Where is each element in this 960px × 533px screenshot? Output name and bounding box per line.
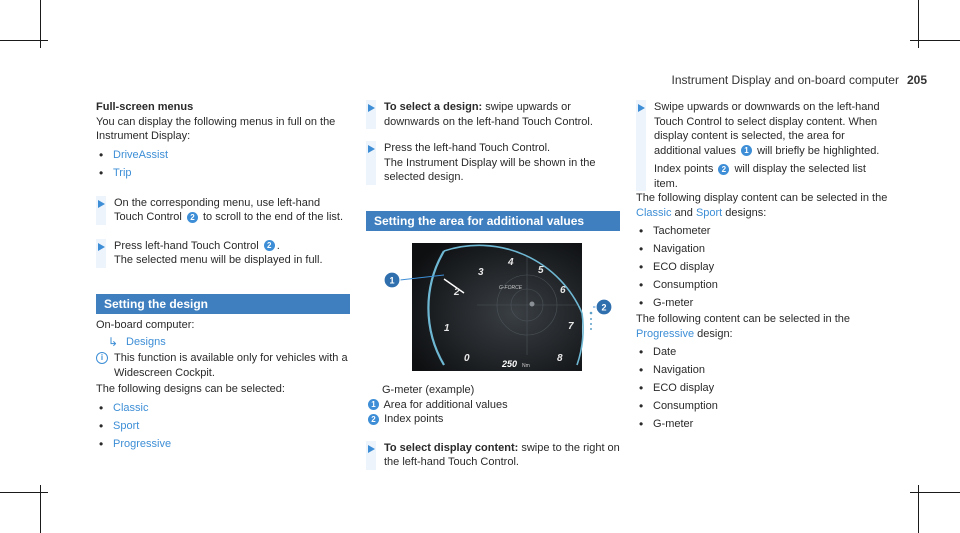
step-arrow-icon	[368, 445, 375, 453]
step-text: On the corresponding menu, use left-hand Touch Control	[114, 196, 321, 223]
step-text: will display the selected list item.	[654, 163, 866, 190]
step-arrow-icon	[98, 200, 105, 208]
step-bold-text: To select display content:	[384, 441, 519, 454]
step-text: Index points	[654, 163, 714, 175]
torque-value: 250	[502, 359, 518, 369]
step-arrow-icon	[368, 104, 375, 112]
index-point	[590, 328, 592, 330]
menu-link-trip[interactable]: • Trip	[96, 164, 350, 182]
crop-mark	[910, 492, 960, 493]
step-text: swipe upwards or downwards on the left-hand Touch Control.	[384, 101, 593, 128]
legend-badge-icon: 1	[368, 399, 379, 410]
path-arrow-icon: ↳	[108, 334, 119, 349]
tick-label: 8	[557, 353, 563, 364]
index-point	[590, 312, 593, 315]
step-select-design	[366, 100, 620, 129]
list-item: • Date	[636, 343, 890, 361]
sport-link[interactable]: Sport	[695, 206, 723, 219]
intro-text: and	[674, 206, 693, 219]
callout-1-label: 1	[389, 275, 395, 286]
tick-label: 6	[560, 285, 566, 296]
step-text: to scroll to the end of the list.	[203, 211, 344, 223]
callout-2-label: 2	[601, 302, 607, 313]
legend-row-2	[366, 412, 620, 427]
step-text: Press the left-hand Touch Control.	[384, 142, 551, 154]
path-label: On-board computer:	[96, 319, 195, 331]
list-item: • G-meter	[636, 415, 890, 433]
designs-intro: The following designs can be selected:	[96, 383, 285, 395]
design-link-sport[interactable]: • Sport	[96, 417, 350, 435]
callout-badge-icon: 2	[718, 164, 729, 175]
list-item: • Navigation	[636, 361, 890, 379]
note-text: This function is available only for vehicles with a Widescreen Cockpit.	[114, 352, 348, 379]
path-row	[96, 335, 350, 350]
list-item: • Consumption	[636, 276, 890, 294]
gforce-dot	[530, 302, 535, 307]
design-link-progressive[interactable]: • Progressive	[96, 435, 350, 453]
column-1	[96, 100, 350, 453]
step-text: .	[276, 239, 280, 252]
intro-text: The following display content can be selected in the	[636, 192, 888, 204]
torque-unit: Nm	[522, 363, 530, 369]
legend-row-1	[366, 398, 620, 413]
step-arrow-icon	[638, 104, 645, 112]
step-text: Swipe upwards or downwards on the left-hand Touch Control to select display content. When display content is selected, the area for additional values	[654, 101, 880, 157]
gmeter-figure	[382, 243, 612, 371]
section-bar-setting-design: Setting the design	[96, 294, 350, 315]
info-note	[96, 351, 350, 380]
callout-badge-icon: 2	[187, 212, 198, 223]
designs-list	[96, 399, 350, 453]
crop-mark	[0, 40, 48, 41]
gforce-label: G-FORCE	[499, 285, 523, 291]
tick-label: 7	[568, 321, 574, 332]
list-item: • Consumption	[636, 397, 890, 415]
callout-badge-icon: 2	[264, 240, 275, 251]
step-scroll	[96, 196, 350, 225]
step-text: will briefly be highlighted.	[757, 144, 880, 157]
tick-label: 1	[444, 323, 450, 334]
page-header	[620, 73, 927, 87]
intro-text: design:	[697, 327, 733, 340]
legend-text: Index points	[384, 413, 444, 425]
step-arrow-icon	[368, 145, 375, 153]
column-2	[366, 100, 620, 470]
progressive-content-list	[636, 343, 890, 433]
step-select-content	[366, 441, 620, 470]
tick-label: 2	[454, 287, 460, 298]
column-3	[636, 100, 890, 433]
index-point	[590, 318, 592, 320]
design-link-classic[interactable]: • Classic	[96, 399, 350, 417]
index-points-text	[654, 162, 890, 191]
step-swipe-content	[636, 100, 890, 191]
list-item: • Tachometer	[636, 222, 890, 240]
step-text: Press left-hand Touch Control	[114, 239, 259, 252]
list-item: • ECO display	[636, 258, 890, 276]
list-item: • ECO display	[636, 379, 890, 397]
callout-badge-icon: 1	[741, 145, 752, 156]
tick-label: 5	[538, 265, 544, 276]
index-point	[590, 323, 592, 325]
step-result-text: The Instrument Display will be shown in the selected design.	[384, 156, 596, 183]
tick-label: 4	[508, 257, 514, 268]
tick-label: 3	[478, 267, 484, 278]
section-title: Instrument Display and on-board computer	[671, 73, 899, 87]
list-item: • Navigation	[636, 240, 890, 258]
step-press-control	[366, 141, 620, 185]
intro-text: You can display the following menus in full on the Instrument Display:	[96, 115, 336, 142]
designs-link[interactable]: Designs	[126, 335, 166, 348]
legend-text: Area for additional values	[383, 398, 508, 411]
crop-mark	[0, 492, 48, 493]
step-result-text: The selected menu will be displayed in full.	[114, 254, 323, 266]
menu-list	[96, 146, 350, 182]
gmeter-illustration	[382, 243, 612, 371]
step-arrow-icon	[98, 243, 105, 251]
heading-full-screen-menus: Full-screen menus	[96, 101, 194, 113]
info-icon: i	[96, 352, 108, 364]
legend-badge-icon: 2	[368, 414, 379, 425]
classic-sport-intro	[636, 191, 890, 220]
step-bold-text: To select a design:	[384, 101, 483, 113]
step-text: swipe to the right on the left-hand Touch Control.	[384, 441, 620, 468]
tick-label: 0	[464, 353, 470, 364]
page-number: 205	[906, 73, 927, 87]
intro-text: The following content can be selected in the	[636, 313, 851, 325]
list-item: • G-meter	[636, 294, 890, 312]
progressive-intro	[636, 312, 890, 341]
menu-link-driveassist[interactable]: • DriveAssist	[96, 146, 350, 164]
crop-mark	[910, 40, 960, 41]
classic-sport-content-list	[636, 222, 890, 312]
step-press	[96, 239, 350, 268]
figure-caption: G-meter (example)	[382, 384, 475, 396]
classic-link[interactable]: Classic	[636, 206, 672, 219]
section-bar-additional-values: Setting the area for additional values	[366, 211, 620, 232]
progressive-link[interactable]: Progressive	[636, 327, 695, 340]
intro-text: designs:	[725, 206, 767, 219]
